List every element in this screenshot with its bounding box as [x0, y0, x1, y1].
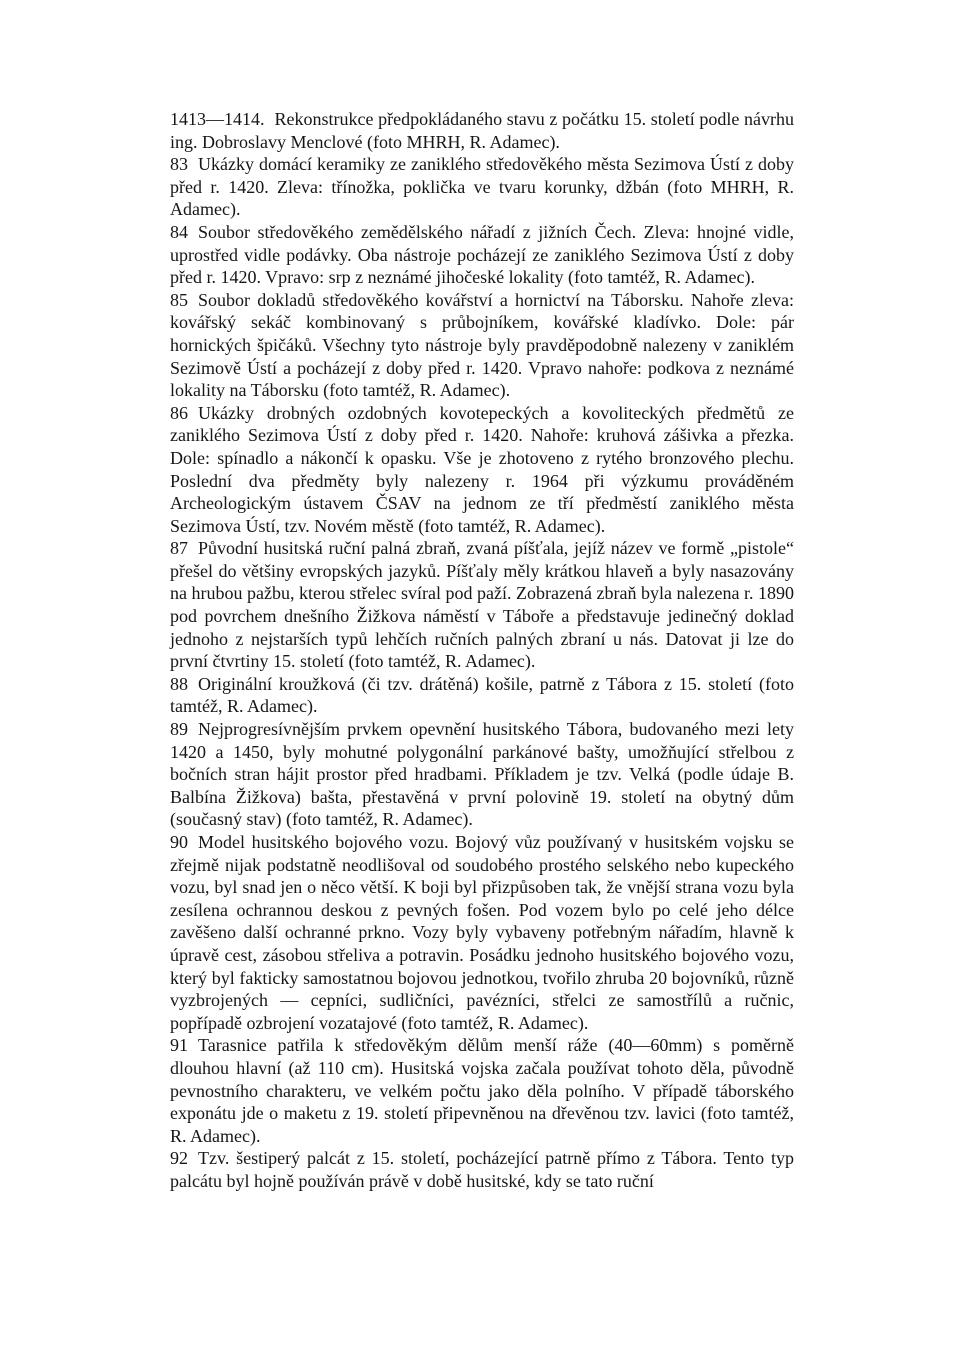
caption-number: 89 — [170, 719, 188, 740]
caption-number: 90 — [170, 832, 188, 852]
caption-number: 91 — [170, 1035, 188, 1056]
caption-entry — [170, 673, 794, 718]
caption-number: 87 — [170, 538, 188, 559]
caption-number: 83 — [170, 154, 188, 175]
caption-entry — [170, 221, 794, 289]
caption-entry — [170, 1034, 794, 1147]
caption-entry — [170, 537, 794, 673]
caption-text: Model husitského bojového vozu. Bojový vůz používaný v husitském vojsku se zřejmě nijak podstatně neodlišoval od soudobého prostého selského nebo kupeckého vozu, byl snad jen o něco větší. K boji byl přizpůsoben tak, že vnější strana vozu byla zesílena ochrannou deskou z pevných fošen. Pod vozem bylo po celé jeho délce zavěšeno další ochranné prkno. Vozy byly vybaveny potřebným nářadím, hlavně k úpravě cest, zásobou střeliva a potravin. Posádku jednoho husitského bojového vozu, který byl fakticky samostatnou bojovou jednotkou, tvořilo zhruba 20 bojovníků, různě vyzbrojených — cepníci, sudličníci, pavézníci, střelci ze samostřílů a ručnic, popřípadě ozbrojení vozatajové (foto tamtéž, R. Adamec). — [170, 832, 794, 1033]
caption-text: Soubor dokladů středověkého kovářství a hornictví na Táborsku. Nahoře zleva: kovářský sekáč kombinovaný s průbojníkem, kovářské kladívko. Dole: pár hornických špičáků. Všechny tyto nástroje byly pravděpodobně nalezeny v zaniklém Sezimově Ústí a pocházejí z doby před r. 1420. Vpravo nahoře: podkova z neznámé lokality na Táborsku (foto tamtéž, R. Adamec). — [170, 289, 794, 401]
caption-text: Rekonstrukce předpokládaného stavu z počátku 15. století podle návrhu ing. Dobroslavy Menclové (foto MHRH, R. Adamec). — [170, 109, 794, 152]
caption-text: Původní husitská ruční palná zbraň, zvaná píšťala, jejíž název ve formě „pistole“ přešel do většiny evropských jazyků. Píšťaly měly krátkou hlaveň a byly nasazovány na hrubou pažbu, kterou střelec svíral pod paží. Zobrazená zbraň byla nalezena r. 1890 pod povrchem dnešního Žižkova náměstí v Táboře a představuje jedinečný doklad jednoho z nejstarších typů lehčích ručních palných zbraní u nás. Datovat ji lze do první čtvrtiny 15. století (foto tamtéž, R. Adamec). — [170, 538, 794, 672]
caption-number: 86 — [170, 402, 188, 423]
caption-entry — [170, 402, 794, 538]
caption-entry — [170, 1147, 794, 1192]
caption-list — [170, 108, 794, 1193]
caption-number: 84 — [170, 221, 188, 242]
caption-number: 85 — [170, 289, 188, 310]
caption-text: Nejprogresívnějším prvkem opevnění husitského Tábora, budovaného mezi lety 1420 a 1450, byly mohutné polygonální parkánové bašty, umožňující střelbou z bočních stran hájit prostor před hradbami. Příkladem je tzv. Velká (podle údaje B. Balbína Žižkova) bašta, přestavěná v první polovině 19. století na obytný dům (současný stav) (foto tamtéž, R. Adamec). — [170, 719, 794, 830]
caption-entry — [170, 108, 794, 153]
caption-text: Ukázky drobných ozdobných kovotepeckých a kovoliteckých předmětů ze zaniklého Sezimova Ústí z doby před r. 1420. Nahoře: kruhová zášivka a přezka. Dole: spínadlo a nákončí k opasku. Vše je zhotoveno z rytého bronzového plechu. Poslední dva předměty byly nalezeny r. 1964 při výzkumu prováděném Archeologickým ústavem ČSAV na jednom ze tří předměstí zaniklého města Sezimova Ústí, tzv. Novém městě (foto tamtéž, R. Adamec). — [170, 402, 794, 536]
caption-text: Originální kroužková (či tzv. drátěná) košile, patrně z Tábora z 15. století (foto tamtéž, R. Adamec). — [170, 673, 794, 717]
caption-text: Ukázky domácí keramiky ze zaniklého středověkého města Sezimova Ústí z doby před r. 1420. Zleva: třínožka, poklička ve tvaru korunky, džbán (foto MHRH, R. Adamec). — [170, 154, 794, 220]
caption-text: Tarasnice patřila k středověkým dělům menší ráže (40—60mm) s poměrně dlouhou hlavní (až 110 cm). Husitská vojska začala používat tohoto děla, původně pevnostního charakteru, ve velkém počtu jako děla polního. V případě táborského exponátu jde o maketu z 19. století připevněnou na dřevěnou tzv. lavici (foto tamtéž, R. Adamec). — [170, 1035, 794, 1146]
caption-number: 92 — [170, 1148, 188, 1169]
caption-text: Soubor středověkého zemědělského nářadí z jižních Čech. Zleva: hnojné vidle, uprostřed vidle podávky. Oba nástroje pocházejí ze zaniklého Sezimova Ústí z doby před r. 1420. Vpravo: srp z neznámé jihočeské lokality (foto tamtéž, R. Adamec). — [170, 221, 794, 288]
caption-entry — [170, 153, 794, 221]
caption-entry — [170, 289, 794, 402]
caption-entry — [170, 718, 794, 831]
caption-number: 88 — [170, 673, 188, 694]
caption-entry — [170, 831, 794, 1034]
caption-text: Tzv. šestiperý palcát z 15. století, pocházející patrně přímo z Tábora. Tento typ palcátu byl hojně používán právě v době husitské, kdy se tato ruční — [170, 1148, 794, 1191]
caption-number: 1413—1414. — [170, 109, 265, 129]
